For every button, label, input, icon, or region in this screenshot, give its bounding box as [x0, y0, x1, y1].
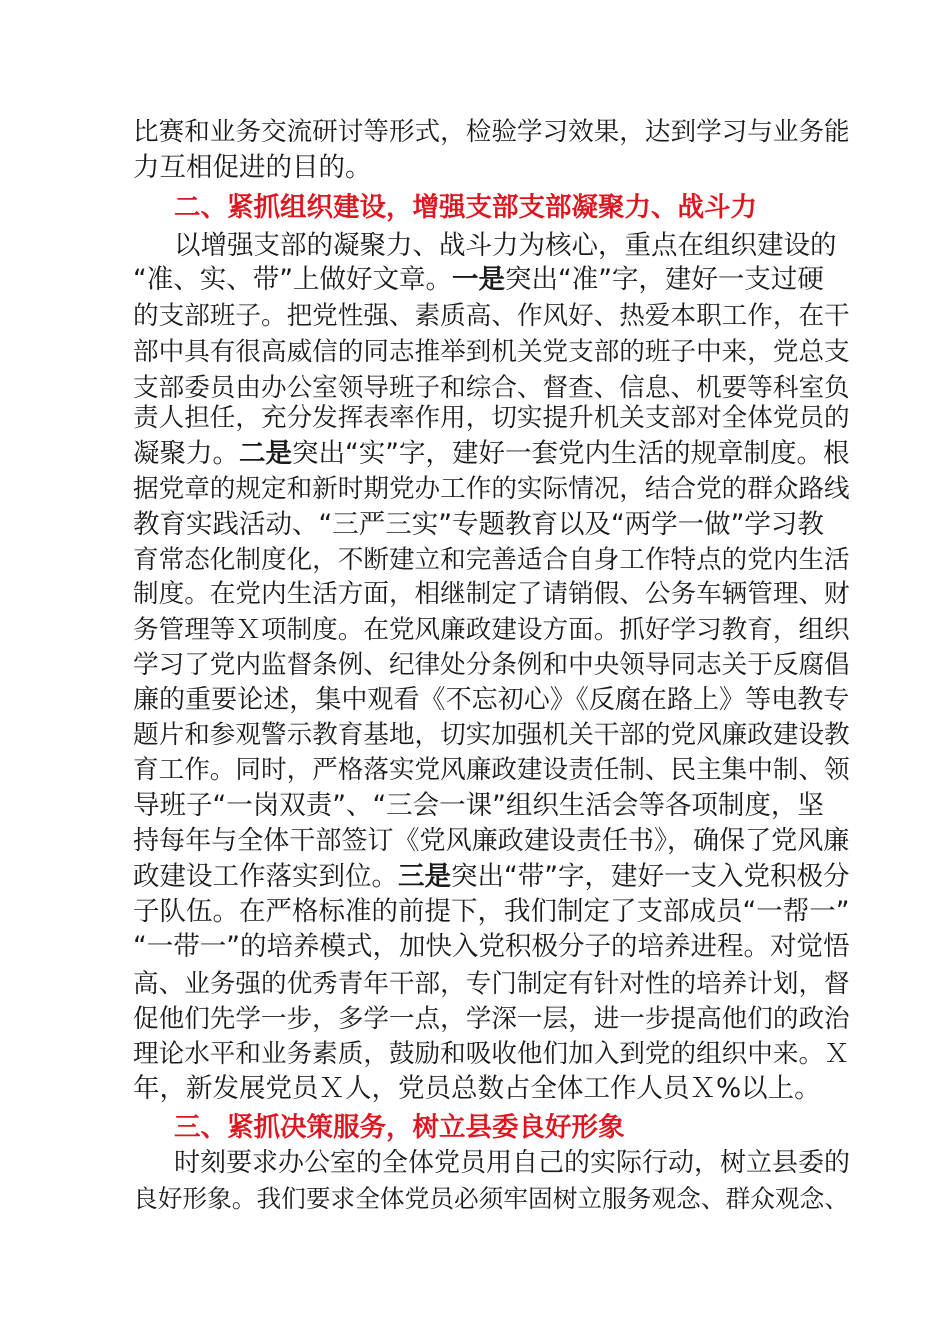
text-segment: 育工作。同时，严格落实党风廉政建设责任制、民主集中制、领	[133, 755, 850, 785]
text-segment: 促他们先学一步，多学一点，学深一层，进一步提高他们的政治	[133, 1004, 850, 1034]
text-segment: 理论水平和业务素质，鼓励和吸收他们加入到党的组织中来。Ｘ	[133, 1039, 850, 1069]
text-segment: “一带一”的培养模式，加快入党积极分子的培养进程。对觉悟	[133, 931, 850, 962]
paragraph-line	[133, 262, 824, 298]
paragraph-line	[133, 542, 850, 578]
text-segment: 育常态化制度化，不断建立和完善适合自身工作特点的党内生活	[133, 545, 850, 575]
text-segment: 制度。在党内生活方面，相继制定了请销假、公务车辆管理、财	[133, 579, 850, 609]
text-segment: 责人担任，充分发挥表率作用，切实提升机关支部对全体党员的	[133, 403, 850, 433]
paragraph-line	[133, 823, 849, 859]
paragraph-line	[133, 752, 850, 788]
paragraph-line	[133, 298, 850, 334]
paragraph-line	[133, 966, 850, 1002]
text-segment: 部中具有很高威信的同志推举到机关党支部的班子中来，党总支	[133, 337, 850, 367]
text-segment: 突出“实”字，建好一套党内生活的规章制度。根	[292, 438, 850, 469]
bold-text-segment: 二是	[239, 438, 292, 469]
paragraph-line	[174, 1145, 850, 1181]
paragraph-line	[174, 228, 837, 264]
paragraph-line	[133, 894, 849, 930]
heading-text: 三、紧抓决策服务，树立县委良好形象	[174, 1112, 625, 1143]
paragraph-line	[133, 471, 850, 507]
text-segment: 子队伍。在严格标准的前提下，我们制定了支部成员“一帮一”	[133, 896, 850, 927]
text-segment: 务管理等Ｘ项制度。在党风廉政建设方面。抓好学习教育，组织	[133, 615, 850, 645]
paragraph-line	[133, 1071, 821, 1107]
paragraph-line	[133, 612, 850, 648]
text-segment: 导班子“一岗双责”、“三会一课”组织生活会等各项制度，坚	[133, 790, 824, 821]
bold-text-segment: 一是	[451, 264, 505, 295]
text-segment: 力互相促进的目的。	[133, 152, 372, 183]
text-segment: 据党章的规定和新时期党办工作的实际情况，结合党的群众路线	[133, 474, 850, 504]
text-segment: 持每年与全体干部签订《党风廉政建设责任书》，确保了党风廉	[133, 826, 850, 856]
bold-text-segment: 三是	[398, 861, 451, 892]
text-segment: 以增强支部的凝聚力、战斗力为核心，重点在组织建设的	[174, 230, 837, 261]
text-segment: 良好形象。我们要求全体党员必须牢固树立服务观念、群众观念、	[133, 1184, 849, 1213]
paragraph-line	[133, 507, 824, 543]
text-segment: 教育实践活动、“三严三实”专题教育以及“两学一做”学习教	[133, 509, 824, 540]
paragraph-line	[133, 150, 372, 186]
text-segment: 高、业务强的优秀青年干部，专门制定有针对性的培养计划，督	[133, 969, 850, 999]
text-segment: 廉的重要论述，集中观看《不忘初心》《反腐在路上》等电教专	[133, 685, 850, 715]
paragraph-line	[133, 788, 824, 824]
paragraph-line	[133, 859, 849, 895]
text-segment: 凝聚力。	[133, 438, 239, 469]
section-heading	[174, 190, 757, 226]
paragraph-line	[133, 334, 850, 370]
section-heading	[174, 1110, 625, 1146]
paragraph-line	[133, 1036, 850, 1072]
text-segment: 突出“带”字，建好一支入党积极分	[451, 861, 850, 892]
text-segment: 题片和参观警示教育基地，切实加强机关干部的党风廉政建设教	[133, 720, 850, 750]
paragraph-line	[133, 114, 850, 150]
text-segment: 政建设工作落实到位。	[133, 861, 398, 892]
paragraph-line	[133, 400, 850, 436]
text-segment: 学习了党内监督条例、纪律处分条例和中央领导同志关于反腐倡	[133, 650, 850, 680]
paragraph-line	[133, 647, 850, 683]
text-segment: 的支部班子。把党性强、素质高、作风好、热爱本职工作，在干	[133, 301, 850, 331]
paragraph-line	[133, 1181, 849, 1217]
text-segment: 支部委员由办公室领导班子和综合、督查、信息、机要等科室负	[133, 373, 850, 403]
text-segment: “准、实、带”上做好文章。	[133, 264, 452, 295]
text-segment: 比赛和业务交流研讨等形式，检验学习效果，达到学习与业务能	[133, 117, 850, 147]
text-segment: 年，新发展党员Ｘ人，党员总数占全体工作人员Ｘ%以上。	[133, 1073, 821, 1104]
text-segment: 时刻要求办公室的全体党员用自己的实际行动，树立县委的	[174, 1148, 851, 1178]
paragraph-line	[133, 682, 849, 718]
paragraph-line	[133, 576, 850, 612]
paragraph-line	[133, 1001, 850, 1037]
heading-text: 二、紧抓组织建设，增强支部支部凝聚力、战斗力	[174, 192, 757, 223]
paragraph-line	[133, 929, 849, 965]
paragraph-line	[133, 717, 850, 753]
paragraph-line	[133, 436, 849, 472]
text-segment: 突出“准”字，建好一支过硬	[504, 264, 824, 295]
